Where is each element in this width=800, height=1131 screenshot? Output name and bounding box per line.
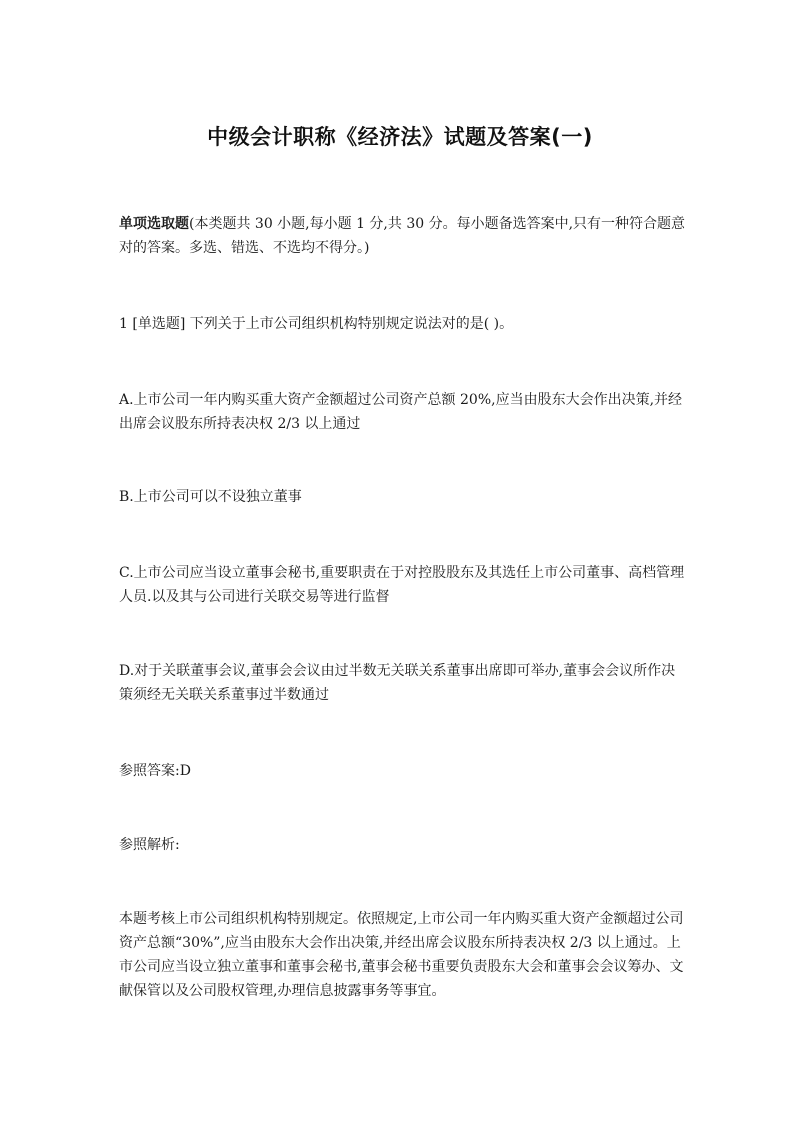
option-a: A.上市公司一年内购买重大资产金额超过公司资产总额 20%,应当由股东大会作出决策,并经出席会议股东所持表决权 2/3 以上通过 bbox=[119, 392, 683, 432]
question-stem: 1 [单选题] 下列关于上市公司组织机构特别规定说法对的是( )。 bbox=[119, 316, 514, 332]
section-heading: 单项选取题 bbox=[119, 216, 189, 232]
section-instructions-text: (本类题共 30 小题,每小题 1 分,共 30 分。每小题备选答案中,只有一种符合题意对的答案。多选、错选、不选均不得分。) bbox=[119, 216, 686, 256]
analysis-label: 参照解析: bbox=[119, 837, 180, 853]
section-instructions bbox=[119, 212, 689, 260]
answer-line: 参照答案:D bbox=[119, 763, 191, 779]
option-b: B.上市公司可以不设独立董事 bbox=[119, 489, 302, 505]
document-title: 中级会计职称《经济法》试题及答案(一) bbox=[207, 125, 593, 149]
analysis-text: 本题考核上市公司组织机构特别规定。依照规定,上市公司一年内购买重大资产金额超过公司资产总额“30%”,应当由股东大会作出决策,并经出席会议股东所持表决权 2/3 以上通过。上市公司应当设立独立董事和董事会秘书,董事会秘书重要负责股东大会和董事会会议筹办、文献保管以及公司股权管理,办理信息披露事务等事宜。 bbox=[119, 911, 684, 999]
option-d: D.对于关联董事会议,董事会会议由过半数无关联关系董事出席即可举办,董事会会议所作决策须经无关联关系董事过半数通过 bbox=[119, 663, 676, 703]
option-c: C.上市公司应当设立董事会秘书,重要职责在于对控股股东及其选任上市公司董事、高档管理人员.以及其与公司进行关联交易等进行监督 bbox=[119, 565, 685, 605]
